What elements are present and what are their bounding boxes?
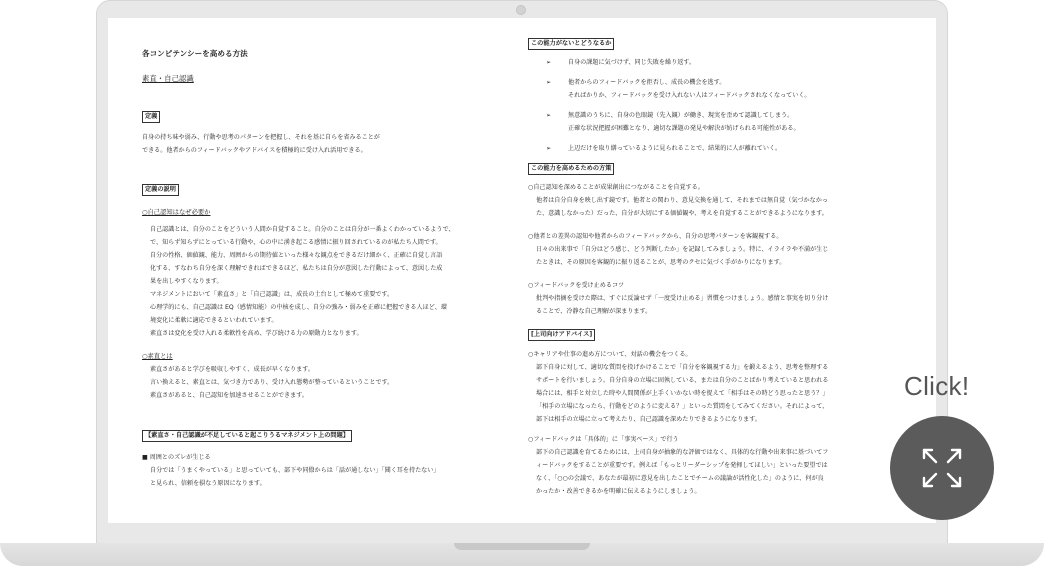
problem-heading: 【素直さ・自己認識が不足していると起こりうるマネジメント上の問題】: [142, 430, 352, 442]
advice-block: ○キャリアや仕事の進め方について、対話の機会をつくる。 部下自身に対して、適切な質問を投げかけることで「自分を客観視する力」を鍛えるよう、思考を整理する サポートを行いましょう。自分自身の立場に固執している、または自分のことばかり考えていると思われる 場合には、相手と対立した時や人間関係が上手くいかない時を捉えて「相手はその時どう思ったと思う？」 「相手の立場になったら、行動をどのように変える？」といった質問をしてみてください。それによって、 部下は相手の立場に立って考えたり、自己認識を深めたりできるようになります。: [528, 351, 829, 423]
honest-line: 素直さがあると学びを吸収しやすく、成長が早くなります。: [150, 366, 314, 373]
why-line: マネジメントにおいて「素直さ」と「自己認識」は、成長の土台として極めて重要です。: [150, 291, 394, 298]
why-line: で、知らず知らずにとっている行動や、心の中に湧き起こる感情に振り回されているのが私たち人間です。: [150, 239, 442, 246]
expand-arrows-icon: [918, 444, 966, 492]
why-text: [142, 223, 455, 340]
document-subtitle: 素直・自己認識: [142, 74, 194, 83]
click-label: Click!: [904, 371, 970, 401]
improve-block: ○自己認知を深めることが成果創出につながることを自覚する。 他者は自分自身を映し出す鏡です。他者との関わり、意見交換を通して、それまでは無自覚（気づかなかっ た、意識しなかった）だった、自分が大切にする価値観や、考えを自覚することができるようになります。: [528, 184, 828, 217]
definition-line: 自身の持ち味や弱み、行動や思考のパターンを把握し、それを基に自らを省みることが: [142, 134, 380, 141]
why-line: 心理学的にも、自己認識は EQ（感情知能）の中核を成し、自分の強み・弱みを正確に把握できる人ほど、環: [150, 304, 447, 311]
laptop-screen: [108, 18, 936, 523]
lack-item: ➢ 他者からのフィードバックを拒否し、成長の機会を逃す。 そればかりか、フィードバックを受け入れない人はフィードバックされなくなっていく。: [546, 76, 810, 102]
why-line: 境変化に柔軟に適応できるといわれています。: [150, 317, 278, 324]
honest-text: [142, 363, 393, 402]
arrow-bullet-icon: ➢: [546, 59, 552, 66]
lack-item: ➢ 無意識のうちに、自身の色眼鏡（先入観）が働き、現実を歪めて認識してしまう。 正確な状況把握が困難となり、適切な課題の発見や解決が妨げられる可能性がある。: [546, 109, 800, 135]
definition-line: できる。他者からのフィードバックやアドバイスを積極的に受け入れ活用できる。: [142, 147, 367, 154]
camera-dot: [516, 5, 526, 15]
improve-heading: この能力を高めるための方策: [528, 163, 614, 175]
honest-line: 素直さがあると、自己認知を加速させることができます。: [150, 392, 308, 399]
improve-block: ○他者との差異の認知や他者からのフィードバックから、自分の思考パターンを客観視する。 日々の出来事で「自分はどう感じ、どう判断したか」を記録してみましょう。特に、イライラや不満が生じ たときは、その原因を客観的に振り返ることが、思考のクセに気づく手がかりになります。: [528, 233, 829, 266]
why-line: 自分の性格、価値観、能力、周囲からの期待値といった様々な観点をできるだけ細かく、正確に自覚し言語: [150, 252, 443, 259]
document-title: 各コンピテンシーを高める方法: [142, 49, 248, 58]
problem-line: と見られ、信頼を損なう原因になります。: [150, 480, 266, 487]
honest-line: 言い換えると、素直とは、気づき力であり、受け入れ態勢が整っているということです。: [150, 379, 394, 386]
problem-line: 自分では「うまくやっている」と思っていても、部下や同僚からは「話が通しない」「聞く耳を持たない」: [150, 467, 440, 474]
why-line: 自己認識とは、自分のことをどういう人間か自覚すること。自分のことは自分が一番よくわかっているようで、: [150, 226, 455, 233]
arrow-bullet-icon: ➢: [546, 79, 552, 86]
laptop-notch: [454, 543, 590, 550]
improve-block: ○フィードバックを受け止めるコツ 批判や指摘を受けた際は、すぐに反論せず「一度受け止める」習慣をつけましょう。感情と事実を切り分け ることで、冷静な自己理解が深まります。: [528, 282, 829, 315]
problem-text: [142, 464, 439, 490]
definition-heading: 定義: [142, 111, 160, 123]
lack-item: ➢ 上辺だけを取り繕っているように見られることで、結果的に人が離れていく。: [546, 142, 781, 155]
definition-text: [142, 131, 380, 157]
expand-button[interactable]: [890, 416, 994, 520]
lack-heading: この能力がないとどうなるか: [528, 38, 614, 50]
why-heading: ○自己認知はなぜ必要か: [142, 209, 211, 216]
advice-block: ○フィードバックは「具体的」に「事実ベース」で行う 部下の自己認識を育てるためには、上司自身が抽象的な評価ではなく、具体的な行動や出来事に基づいてフ ィードバックをすることが重要です。例えば「もっとリーダーシップを発揮してほしい」といった要望では なく、「○○の会議で、あなたが最初に意見を出したことでチームの議論が活性化した」のように、何が良 かったか・改善できるかを明確に伝えるようにしましょう。: [528, 436, 829, 495]
lack-item: ➢ 自身の課題に気づけず、同じ失敗を繰り返す。: [546, 56, 695, 69]
problem-bullet: ■ 周囲とのズレが生じる: [142, 454, 211, 461]
explanation-heading: 定義の説明: [142, 184, 179, 196]
why-line: 素直さは変化を受け入れる柔軟性を高め、学び続ける力の原動力となります。: [150, 330, 363, 337]
arrow-bullet-icon: ➢: [546, 145, 552, 152]
why-line: 化する、すなわち自分を深く理解できればできるほど、私たちは自分が意図した行動によって、意図した成: [150, 265, 443, 272]
why-line: 果を出しやすくなります。: [150, 278, 223, 285]
honest-heading: ○素直とは: [142, 353, 173, 360]
advice-heading: [上司向けアドバイス]: [528, 329, 595, 341]
arrow-bullet-icon: ➢: [546, 112, 552, 119]
